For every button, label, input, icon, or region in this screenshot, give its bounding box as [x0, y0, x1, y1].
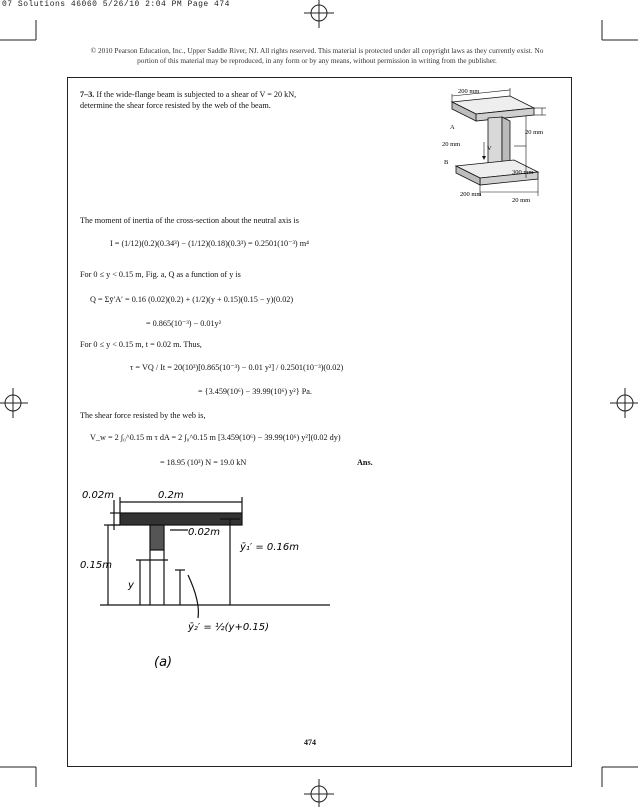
copyright-notice: © 2010 Pearson Education, Inc., Upper Saddle River, NJ. All rights reserved. This material is protected under all copyright laws as they currently exist. No portion of this material may be reproduced, in any form or by any means, without permission in writing from the publisher.	[90, 46, 544, 65]
beam-label-depth: 300 mm	[512, 169, 534, 176]
figa-label-y2: ȳ₂′ = ½(y+0.15)	[188, 622, 269, 633]
figa-label-y1: ȳ₁′ = 0.16m	[240, 542, 299, 553]
range1-text: For 0 ≤ y < 0.15 m, Fig. a, Q as a function of y is	[80, 270, 241, 279]
beam-label-b: B	[444, 159, 449, 166]
figa-label-web-thk: 0.02m	[188, 527, 221, 538]
beam-label-bottom-thk: 20 mm	[512, 197, 531, 204]
shear-text: The shear force resisted by the web is,	[80, 411, 206, 420]
problem-number: 7–3.	[80, 90, 95, 99]
figa-label-width: 0.2m	[158, 490, 184, 501]
page-header: 07 Solutions 46060 5/26/10 2:04 PM Page 474	[2, 0, 230, 9]
beam-label-bottom-width: 200 mm	[460, 191, 482, 198]
moment-equation: I = (1/12)(0.2)(0.34³) − (1/12)(0.18)(0.3³) = 0.2501(10⁻³) m⁴	[110, 239, 309, 248]
beam-label-flange-thk: 20 mm	[525, 129, 544, 136]
beam-label-v: V	[487, 145, 492, 152]
beam-label-web-thk: 20 mm	[442, 141, 461, 148]
beam-label-a: A	[450, 124, 455, 131]
problem-text: If the wide-flange beam is subjected to a shear of V = 20 kN, determine the shear force resisted by the web of the beam.	[80, 90, 297, 110]
q-equation-2: = 0.865(10⁻³) − 0.01y²	[146, 319, 222, 328]
beam-figure	[430, 88, 570, 208]
beam-label-top-width: 200 mm	[458, 88, 480, 95]
vw-equation-2: = 18.95 (10³) N = 19.0 kN	[160, 458, 247, 467]
problem-statement	[80, 89, 310, 111]
figa-label-y: y	[128, 580, 134, 591]
figure-a	[80, 480, 340, 680]
page-number: 474	[304, 738, 316, 747]
figa-label-flange-thk: 0.02m	[82, 490, 115, 501]
tau-equation-2: = {3.459(10⁶) − 39.99(10⁶) y²} Pa.	[198, 387, 312, 396]
vw-equation-1: V_w = 2 ∫₀^0.15 m τ dA = 2 ∫₀^0.15 m [3.459(10⁶) − 39.99(10⁶) y²](0.02 dy)	[90, 433, 341, 442]
figa-caption: (a)	[154, 655, 173, 670]
moment-intro: The moment of inertia of the cross-section about the neutral axis is	[80, 216, 299, 225]
answer-label: Ans.	[357, 458, 373, 467]
figa-label-half-depth: 0.15m	[80, 560, 113, 571]
range2-text: For 0 ≤ y < 0.15 m, t = 0.02 m. Thus,	[80, 340, 202, 349]
tau-equation-1: τ = VQ / It = 20(10³)[0.865(10⁻³) − 0.01 y²] / 0.2501(10⁻³)(0.02)	[130, 363, 344, 372]
q-equation-1: Q = Σȳ′A′ = 0.16 (0.02)(0.2) + (1/2)(y + 0.15)(0.15 − y)(0.02)	[90, 295, 294, 304]
